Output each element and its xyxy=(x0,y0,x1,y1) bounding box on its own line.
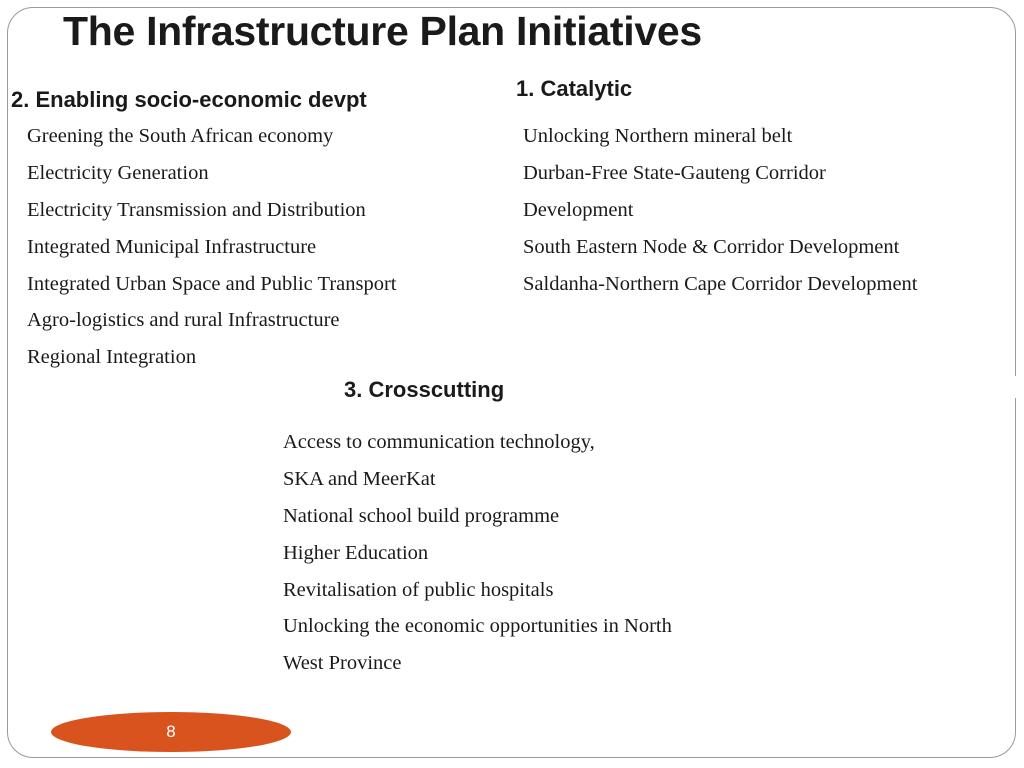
list-item: Integrated Municipal Infrastructure xyxy=(27,235,317,258)
list-item: Access to communication technology, xyxy=(283,431,595,453)
list-item: National school build programme xyxy=(283,504,560,527)
list-item: Unlocking Northern mineral belt xyxy=(523,125,793,147)
slide-title: The Infrastructure Plan Initiatives xyxy=(63,8,702,54)
list-item: Durban-Free State-Gauteng Corridor xyxy=(523,161,826,184)
list-item: Higher Education xyxy=(283,541,429,564)
enabling-list xyxy=(27,118,397,376)
list-item: West Province xyxy=(283,652,402,675)
catalytic-heading: 1. Catalytic xyxy=(516,76,633,101)
enabling-heading: 2. Enabling socio-economic devpt xyxy=(11,87,367,112)
catalytic-list xyxy=(523,118,918,302)
list-item: Electricity Generation xyxy=(27,161,209,184)
list-item: Greening the South African economy xyxy=(27,125,334,147)
page-number-badge xyxy=(51,712,291,752)
list-item: Electricity Transmission and Distribution xyxy=(27,198,366,221)
list-item: Integrated Urban Space and Public Transport xyxy=(27,272,397,295)
list-item: Regional Integration xyxy=(27,346,197,369)
page-number: 8 xyxy=(166,722,176,741)
list-item: Unlocking the economic opportunities in North xyxy=(283,615,672,638)
list-item: Agro-logistics and rural Infrastructure xyxy=(27,309,340,332)
list-item: Saldanha-Northern Cape Corridor Development xyxy=(523,272,918,295)
frame-notch xyxy=(1012,376,1018,398)
list-item: SKA and MeerKat xyxy=(283,467,436,490)
list-item: South Eastern Node & Corridor Development xyxy=(523,235,900,258)
crosscutting-heading: 3. Crosscutting xyxy=(344,377,505,402)
list-item: Revitalisation of public hospitals xyxy=(283,578,554,601)
list-item: Development xyxy=(523,198,634,221)
crosscutting-list xyxy=(283,424,672,682)
